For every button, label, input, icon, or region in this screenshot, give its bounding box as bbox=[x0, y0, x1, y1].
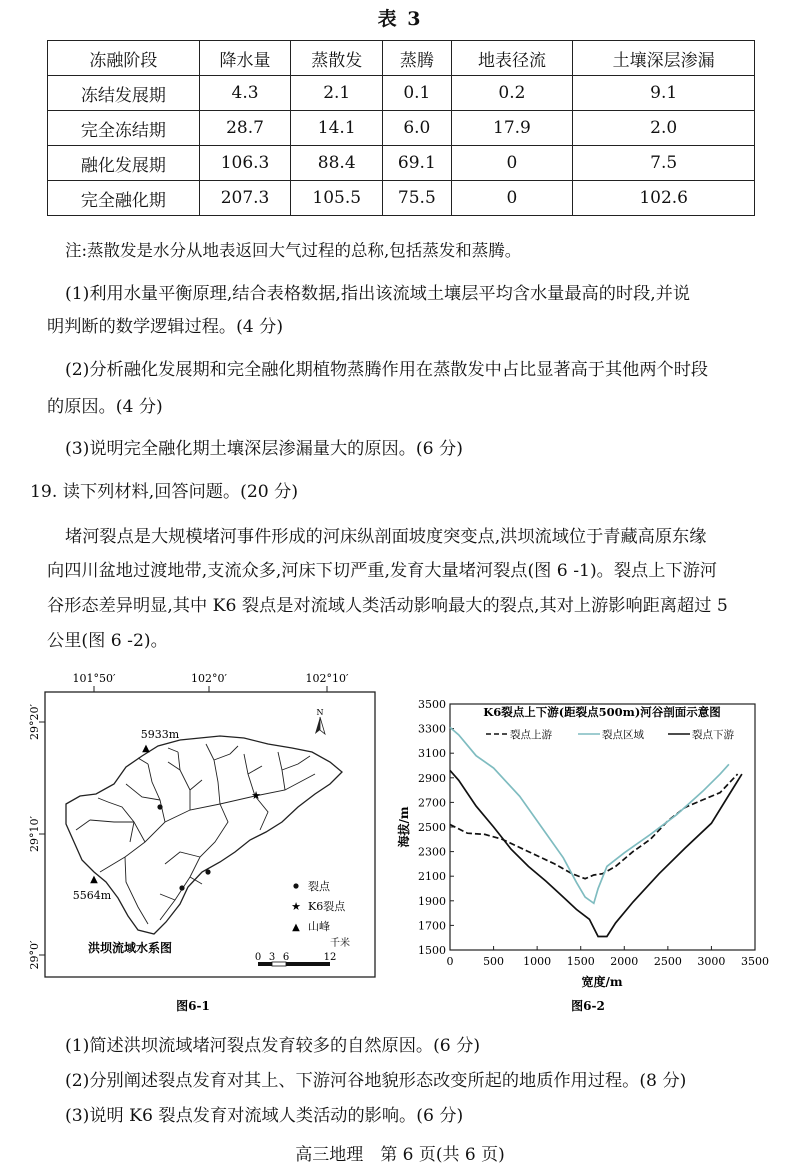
table-row bbox=[48, 146, 755, 181]
y-tick-label: 1500 bbox=[418, 944, 446, 957]
legend-label: 裂点区域 bbox=[602, 729, 644, 741]
table-cell: 完全冻结期 bbox=[48, 111, 200, 146]
x-axis-label: 宽度/m bbox=[581, 975, 623, 989]
x-tick-label: 1000 bbox=[523, 955, 552, 968]
scale-tick: 6 bbox=[282, 952, 290, 963]
lon-label: 101°50′ bbox=[72, 672, 116, 685]
table-cell: 105.5 bbox=[291, 181, 383, 216]
table-cell: 102.6 bbox=[573, 181, 755, 216]
q18-sub1-line1: (1)利用水量平衡原理,结合表格数据,指出该流域土壤层平均含水量最高的时段,并说 bbox=[65, 284, 691, 304]
q19-material-line2: 向四川盆地过渡地带,支流众多,河床下切严重,发育大量堵河裂点(图 6 -1)。裂点上下游河 bbox=[47, 561, 717, 581]
table-cell: 0 bbox=[451, 181, 573, 216]
table-cell: 6.0 bbox=[383, 111, 452, 146]
x-tick-label: 0 bbox=[446, 955, 454, 968]
legend-label: 山峰 bbox=[308, 920, 330, 933]
q19-sub1: (1)简述洪坝流域堵河裂点发育较多的自然原因。(6 分) bbox=[65, 1036, 481, 1056]
table-header-cell: 降水量 bbox=[199, 41, 291, 76]
x-tick-label: 3000 bbox=[697, 955, 726, 968]
data-table bbox=[47, 40, 755, 216]
table-cell: 9.1 bbox=[573, 76, 755, 111]
x-tick-label: 2500 bbox=[653, 955, 682, 968]
table-row bbox=[48, 111, 755, 146]
table-cell: 17.9 bbox=[451, 111, 573, 146]
peak-triangle-icon: ▲ bbox=[142, 743, 150, 754]
q18-sub2-line1: (2)分析融化发展期和完全融化期植物蒸腾作用在蒸散发中占比显著高于其他两个时段 bbox=[65, 360, 709, 380]
y-tick-label: 2900 bbox=[418, 771, 446, 785]
table-cell: 88.4 bbox=[291, 146, 383, 181]
q18-sub1-line2: 明判断的数学逻辑过程。(4 分) bbox=[47, 317, 284, 337]
x-tick-label: 3500 bbox=[741, 955, 769, 968]
table-caption: 表 3 bbox=[377, 8, 423, 30]
table-cell: 7.5 bbox=[573, 146, 755, 181]
q19-material-line1: 堵河裂点是大规模堵河事件形成的河床纵剖面坡度突变点,洪坝流域位于青藏高原东缘 bbox=[65, 527, 707, 547]
table-note: 注:蒸散发是水分从地表返回大气过程的总称,包括蒸发和蒸腾。 bbox=[65, 241, 522, 260]
lat-label: 29°20′ bbox=[28, 704, 41, 740]
y-tick-label: 1700 bbox=[418, 919, 446, 933]
table-header-cell: 蒸散发 bbox=[291, 41, 383, 76]
table-cell: 75.5 bbox=[383, 181, 452, 216]
legend-label: 裂点下游 bbox=[692, 729, 734, 741]
legend-peak-icon: ▲ bbox=[292, 922, 300, 933]
y-tick-label: 3100 bbox=[418, 747, 446, 761]
table-cell: 28.7 bbox=[199, 111, 291, 146]
k6-star-icon: ★ bbox=[251, 789, 261, 802]
table-row bbox=[48, 76, 755, 111]
table-header-cell: 冻融阶段 bbox=[48, 41, 200, 76]
figure-caption: 图6-1 bbox=[176, 999, 210, 1013]
y-tick-label: 2700 bbox=[418, 796, 446, 810]
knickpoint-markers bbox=[157, 804, 210, 890]
lon-label: 102°0′ bbox=[191, 672, 227, 685]
table-header-cell: 地表径流 bbox=[451, 41, 573, 76]
scale-unit: 千米 bbox=[330, 938, 350, 949]
q19-sub3: (3)说明 K6 裂点发育对流域人类活动的影响。(6 分) bbox=[65, 1106, 464, 1126]
chart-title: K6裂点上下游(距裂点500m)河谷剖面示意图 bbox=[483, 705, 721, 719]
peak-triangle-icon: ▲ bbox=[90, 874, 98, 885]
q19-material-line4: 公里(图 6 -2)。 bbox=[47, 631, 168, 651]
watershed-map bbox=[30, 672, 390, 1020]
q19-sub2: (2)分别阐述裂点发育对其上、下游河谷地貌形态改变所起的地质作用过程。(8 分) bbox=[65, 1071, 687, 1091]
table-cell: 冻结发展期 bbox=[48, 76, 200, 111]
legend-label: K6裂点 bbox=[308, 900, 346, 913]
peak-elevation-label: 5933m bbox=[140, 728, 180, 741]
y-tick-label: 3500 bbox=[418, 698, 446, 711]
table-header-row bbox=[48, 41, 755, 76]
river-network bbox=[76, 744, 315, 924]
y-tick-label: 2500 bbox=[418, 821, 446, 834]
y-tick-label: 1900 bbox=[418, 894, 446, 908]
table-cell: 14.1 bbox=[291, 111, 383, 146]
table-cell: 完全融化期 bbox=[48, 181, 200, 216]
table-row bbox=[48, 181, 755, 216]
table-header-cell: 土壤深层渗漏 bbox=[573, 41, 755, 76]
q19-material-line3: 谷形态差异明显,其中 K6 裂点是对流域人类活动影响最大的裂点,其对上游影响距离超过 5 bbox=[47, 596, 728, 616]
map-title: 洪坝流域水系图 bbox=[88, 941, 173, 955]
table-cell: 0.1 bbox=[383, 76, 452, 111]
legend-label: 裂点上游 bbox=[510, 729, 552, 741]
table-cell: 207.3 bbox=[199, 181, 291, 216]
scale-tick: 12 bbox=[323, 952, 337, 963]
table-cell: 0 bbox=[451, 146, 573, 181]
q19-title: 19. 读下列材料,回答问题。(20 分) bbox=[30, 482, 299, 502]
series-line-1 bbox=[450, 727, 729, 903]
scale-tick: 3 bbox=[268, 952, 276, 963]
y-axis bbox=[418, 698, 454, 957]
legend-knickpoint-icon bbox=[293, 883, 298, 888]
series-lines bbox=[450, 727, 742, 936]
y-tick-label: 3300 bbox=[418, 722, 446, 736]
table-cell: 0.2 bbox=[451, 76, 573, 111]
q18-sub2-line2: 的原因。(4 分) bbox=[47, 397, 163, 417]
x-axis bbox=[447, 946, 770, 968]
table-cell: 融化发展期 bbox=[48, 146, 200, 181]
table-cell: 69.1 bbox=[383, 146, 452, 181]
lat-label: 29°10′ bbox=[28, 816, 41, 852]
table-header-cell: 蒸腾 bbox=[383, 41, 452, 76]
lat-label: 29°0′ bbox=[28, 940, 41, 970]
figure-caption: 图6-2 bbox=[571, 999, 605, 1013]
scale-tick: 0 bbox=[254, 952, 262, 963]
table-cell: 2.0 bbox=[573, 111, 755, 146]
y-tick-label: 2100 bbox=[418, 870, 446, 884]
y-axis-label: 海拔/m bbox=[397, 806, 411, 848]
table-cell: 2.1 bbox=[291, 76, 383, 111]
y-tick-label: 2300 bbox=[418, 845, 446, 859]
lon-label: 102°10′ bbox=[305, 672, 349, 685]
x-tick-label: 500 bbox=[483, 955, 505, 968]
legend-label: 裂点 bbox=[308, 880, 330, 893]
peak-elevation-label: 5564m bbox=[72, 889, 112, 902]
legend-star-icon: ★ bbox=[291, 900, 301, 913]
x-tick-label: 2000 bbox=[610, 955, 639, 968]
svg-text:N: N bbox=[316, 708, 324, 717]
table-cell: 4.3 bbox=[199, 76, 291, 111]
north-arrow-icon bbox=[315, 708, 325, 734]
q18-sub3: (3)说明完全融化期土壤深层渗漏量大的原因。(6 分) bbox=[65, 439, 463, 459]
page-footer: 高三地理 第 6 页(共 6 页) bbox=[295, 1145, 505, 1165]
valley-profile-chart bbox=[398, 690, 778, 1020]
x-tick-label: 1500 bbox=[566, 955, 595, 968]
table-cell: 106.3 bbox=[199, 146, 291, 181]
